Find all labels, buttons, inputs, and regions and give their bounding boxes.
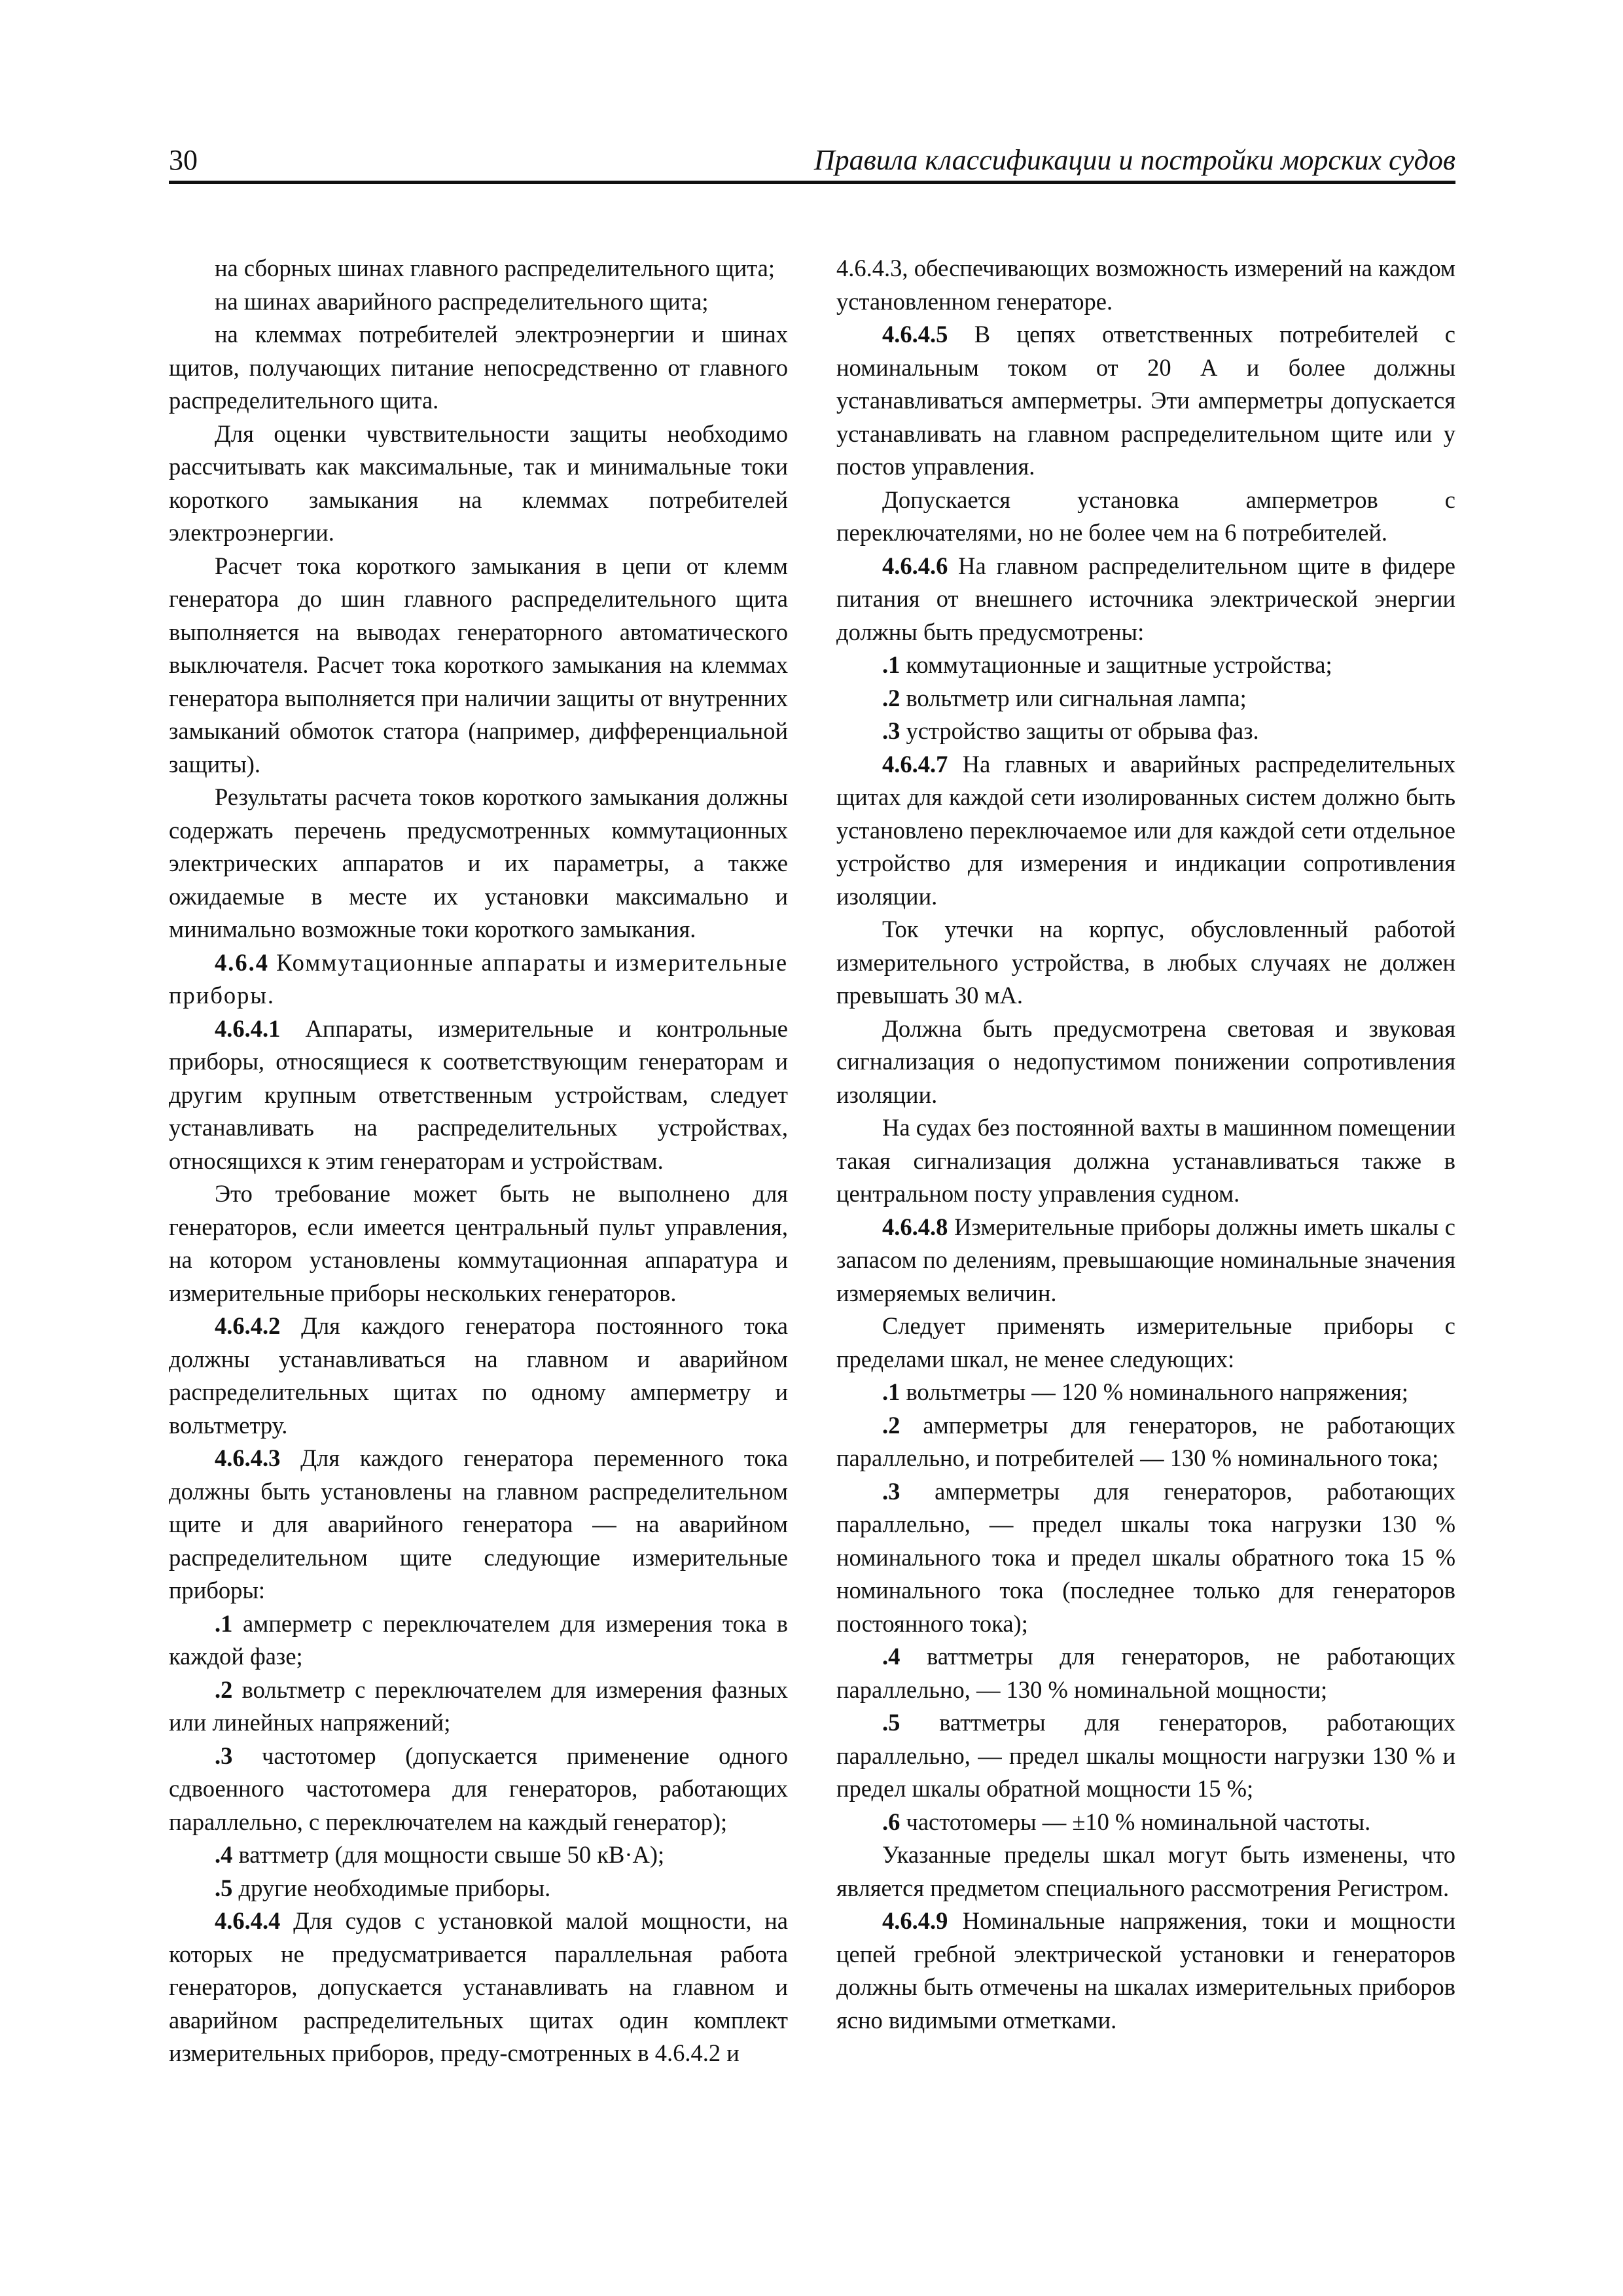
paragraph [169,1442,788,1607]
paragraph-text: В цепях ответственных потребителей с номинальным током от 20 А и более должны устанавливаться амперметры. Эти амперметры допускается устанавливать на главном распределительном щите или у постов управления. [836,321,1455,480]
paragraph [169,1872,788,1905]
clause-number: .3 [882,717,901,744]
paragraph-text: устройство защиты от обрыва фаз. [900,717,1259,744]
paragraph [836,550,1455,649]
paragraph-text: На главных и аварийных распределительных щитах для каждой сети изолированных систем должно быть установлено переключаемое или для каждой сети отдельное устройство для измерения и индикации сопротивления изоляции. [836,750,1455,910]
paragraph [169,1905,788,2070]
clause-number: .1 [882,1378,901,1405]
clause-number: 4.6.4 [215,948,269,976]
paragraph-text: вольтметр с переключателем для измерения фазных или линейных напряжений; [169,1676,788,1736]
paragraph-text: вольтметр или сигнальная лампа; [900,684,1247,711]
paragraph-text: Результаты расчета токов короткого замыкания должны содержать перечень предусмотренных коммутационных электрических аппаратов и их параметры, а также ожидаемые в месте их установки максимально и минимально возможные токи короткого замыкания. [169,783,788,942]
paragraph [169,1674,788,1740]
clause-number: 4.6.4.6 [882,552,948,579]
paragraph [836,1013,1455,1112]
clause-number: 4.6.4.1 [215,1014,281,1042]
paragraph-text: Следует применять измерительные приборы с пределами шкал, не менее следующих: [836,1312,1455,1372]
paragraph-text: На судах без постоянной вахты в машинном помещении такая сигнализация должна устанавливаться также в центральном посту управления судном. [836,1114,1455,1207]
clause-number: .3 [882,1477,901,1505]
paragraph-text: Это требование может быть не выполнено для генераторов, если имеется центральный пульт управления, на котором установлены коммутационная аппаратура и измерительные приборы нескольких генераторов. [169,1180,788,1306]
paragraph-text: Измерительные приборы должны иметь шкалы с запасом по делениям, превышающие номинальные значения измеряемых величин. [836,1213,1455,1306]
paragraph-text: Для судов с установкой малой мощности, на которых не предусматривается параллельная работа генераторов, допускается устанавливать на главном и аварийном распределительных щитах один комплект измерительных приборов, преду-смотренных в 4.6.4.2 и [169,1907,788,2066]
paragraph [836,252,1455,318]
paragraph [836,748,1455,914]
clause-number: 4.6.4.4 [215,1907,281,1934]
paragraph [169,781,788,946]
paragraph [169,285,788,319]
paragraph-text: другие необходимые приборы. [232,1874,551,1901]
paragraph-text: амперметры для генераторов, работающих параллельно, — предел шкалы тока нагрузки 130 % номинального тока и предел шкалы обратного тока 15 % номинального тока (последнее только для генераторов постоянного тока); [836,1477,1455,1637]
paragraph-text: на сборных шинах главного распределительного щита; [215,255,776,281]
paragraph [169,318,788,418]
clause-number: .1 [882,651,901,678]
clause-number: .2 [215,1676,233,1703]
paragraph-text: ваттметры для генераторов, не работающих параллельно, — 130 % номинальной мощности; [836,1643,1455,1703]
paragraph [836,318,1455,484]
clause-number: .5 [882,1709,901,1736]
paragraph-text: Для оценки чувствительности защиты необходимо рассчитывать как максимальные, так и минимальные токи короткого замыкания на клеммах потребителей электроэнергии. [169,420,788,546]
paragraph-text: Для каждого генератора постоянного тока должны устанавливаться на главном и аварийном распределительных щитах по одному амперметру и вольтметру. [169,1312,788,1439]
paragraph [169,252,788,285]
paragraph [169,1839,788,1872]
paragraph-text: 4.6.4.3, обеспечивающих возможность измерений на каждом установленном генераторе. [836,255,1455,315]
clause-number: .4 [882,1643,901,1670]
paragraph-text: частотомер (допускается применение одного сдвоенного частотомера для генераторов, работающих параллельно, с переключателем на каждый генератор); [169,1742,788,1835]
clause-number: 4.6.4.3 [215,1444,281,1471]
paragraph [836,1310,1455,1376]
right-column [836,252,1455,2037]
paragraph-text: на шинах аварийного распределительного щита; [215,287,709,315]
paragraph [836,1640,1455,1706]
paragraph [836,1211,1455,1310]
paragraph-text: коммутационные и защитные устройства; [900,651,1332,678]
paragraph [836,649,1455,682]
paragraph-text: амперметр с переключателем для измерения тока в каждой фазе; [169,1609,788,1670]
paragraph-text: Аппараты, измерительные и контрольные приборы, относящиеся к соответствующим генераторам и другим крупным ответственным устройствам, следует устанавливать на распределительных устройствах, относящихся к этим генераторам и устройствам. [169,1014,788,1174]
paragraph-text: вольтметры — 120 % номинального напряжения; [900,1378,1408,1405]
clause-number: 4.6.4.5 [882,321,948,348]
paragraph [836,1111,1455,1211]
paragraph [169,418,788,550]
paragraph-text: Для каждого генератора переменного тока должны быть установлены на главном распределительном щите и для аварийного генератора — на аварийном распределительном щите следующие измерительные приборы: [169,1444,788,1604]
page-header [169,143,1455,184]
paragraph [169,1310,788,1442]
paragraph [836,1806,1455,1839]
paragraph [836,1706,1455,1806]
paragraph-text: Номинальные напряжения, токи и мощности цепей гребной электрической установки и генераторов должны быть отмечены на шкалах измерительных приборов ясно видимыми отметками. [836,1907,1455,2034]
paragraph-text: Ток утечки на корпус, обусловленный работой измерительного устройства, в любых случаях не должен превышать 30 мА. [836,916,1455,1009]
paragraph [169,946,788,1013]
clause-number: .2 [882,684,901,711]
paragraph [169,1740,788,1839]
clause-number: 4.6.4.9 [882,1907,948,1934]
clause-number: .1 [215,1609,233,1637]
paragraph [836,1409,1455,1475]
left-column [169,252,788,2070]
paragraph-text: ваттметры для генераторов, работающих параллельно, — предел шкалы мощности нагрузки 130 % и предел шкалы обратной мощности 15 %; [836,1709,1455,1802]
paragraph [169,550,788,781]
paragraph-text: На главном распределительном щите в фидере питания от внешнего источника электрической энергии должны быть предусмотрены: [836,552,1455,645]
paragraph [169,1177,788,1310]
paragraph-text: Расчет тока короткого замыкания в цепи от клемм генератора до шин главного распределительного щита выполняется на выводах генераторного автоматического выключателя. Расчет тока короткого замыкания на клеммах генератора выполняется при наличии защиты от внутренних замыканий обмоток статора (например, дифференциальной защиты). [169,552,788,778]
paragraph [836,1905,1455,2037]
paragraph-text: на клеммах потребителей электроэнергии и шинах щитов, получающих питание непосредственно от главного распределительного щита. [169,321,788,414]
paragraph [169,1013,788,1178]
clause-number: .3 [215,1742,233,1769]
paragraph [836,682,1455,715]
running-title: Правила классификации и постройки морских судов [813,144,1455,176]
paragraph [836,484,1455,550]
paragraph-text: частотомеры — ±10 % номинальной частоты. [900,1808,1371,1835]
clause-number: 4.6.4.7 [882,750,948,778]
paragraph-text: ваттметр (для мощности свыше 50 кВ·А); [232,1841,665,1868]
paragraph-text: Указанные пределы шкал могут быть изменены, что является предметом специального рассмотрения Регистром. [836,1841,1455,1901]
clause-number: .5 [215,1874,233,1901]
page-number: 30 [169,144,198,176]
paragraph [836,913,1455,1013]
clause-number: 4.6.4.8 [882,1213,948,1240]
paragraph [836,1839,1455,1905]
paragraph [836,1475,1455,1641]
paragraph-text: Коммутационные аппараты и измерительные приборы. [169,948,789,1009]
paragraph-text: Должна быть предусмотрена световая и звуковая сигнализация о недопустимом понижении сопротивления изоляции. [836,1014,1455,1108]
paragraph-text: Допускается установка амперметров с переключателями, но не более чем на 6 потребителей. [836,486,1455,546]
paragraph [169,1607,788,1674]
clause-number: .2 [882,1411,901,1439]
clause-number: .6 [882,1808,901,1835]
paragraph [836,1376,1455,1409]
clause-number: 4.6.4.2 [215,1312,281,1339]
clause-number: .4 [215,1841,233,1868]
paragraph [836,715,1455,748]
paragraph-text: амперметры для генераторов, не работающих параллельно, и потребителей — 130 % номинального тока; [836,1411,1455,1471]
